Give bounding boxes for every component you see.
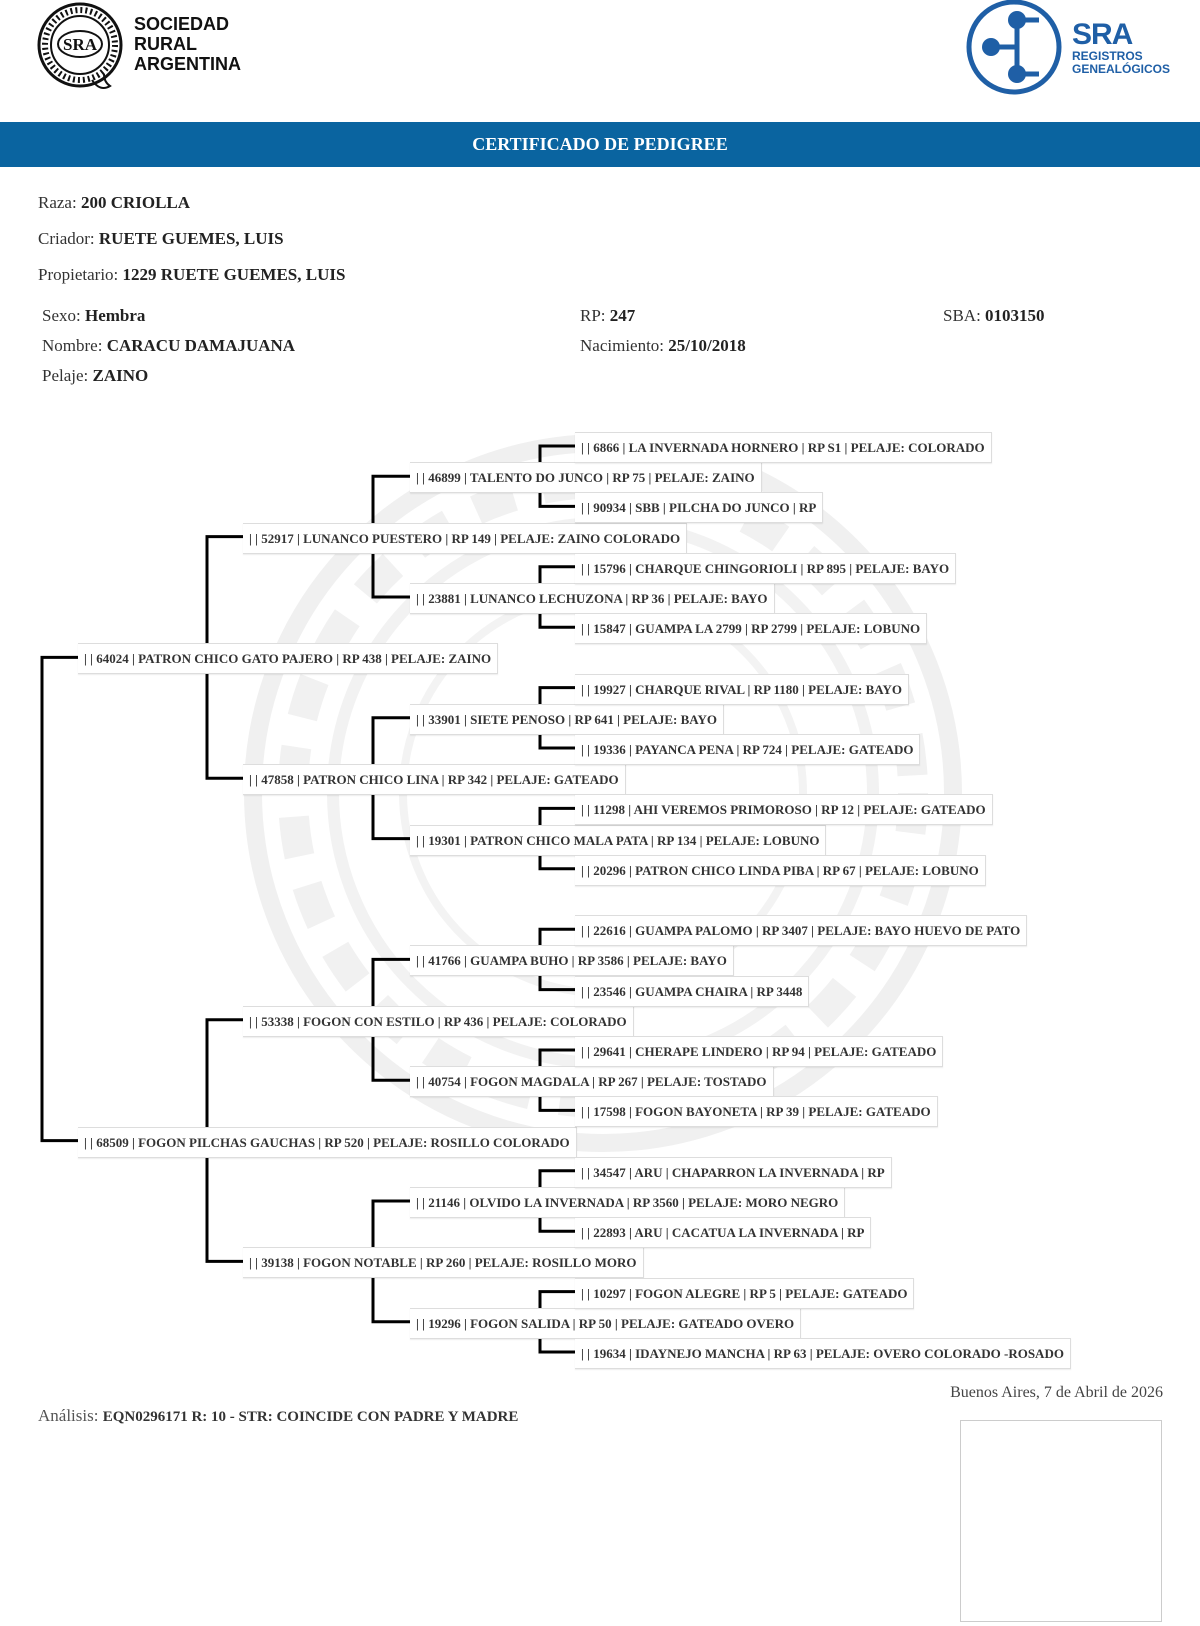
nombre-field [42, 336, 295, 356]
raza-label: Raza: [38, 193, 77, 212]
sba-value: 0103150 [985, 306, 1045, 325]
raza-field [38, 193, 190, 213]
analysis-field [38, 1406, 518, 1426]
tree-connector [207, 1141, 243, 1262]
pedigree-entry: | | 33901 | SIETE PENOSO | RP 641 | PELAJE: BAYO [410, 704, 724, 735]
sba-field [943, 306, 1045, 326]
signature-box [960, 1420, 1162, 1622]
rp-value: 247 [609, 306, 636, 325]
org-line-2: RURAL [134, 34, 197, 54]
pedigree-entry: | | 41766 | GUAMPA BUHO | RP 3586 | PELAJE: BAYO [410, 945, 734, 976]
nacimiento-label: Nacimiento: [580, 336, 665, 355]
propietario-label: Propietario: [38, 265, 119, 284]
pedigree-entry: | | 22893 | ARU | CACATUA LA INVERNADA | RP [575, 1217, 871, 1248]
certificate-title: CERTIFICADO DE PEDIGREE [0, 122, 1200, 167]
registry-logo [965, 0, 1175, 100]
criador-value: RUETE GUEMES, LUIS [98, 229, 284, 248]
nombre-label: Nombre: [42, 336, 103, 355]
nombre-value: CARACU DAMAJUANA [106, 336, 296, 355]
place-date: Buenos Aires, 7 de Abril de 2026 [950, 1384, 1163, 1401]
pedigree-entry: | | 47858 | PATRON CHICO LINA | RP 342 | PELAJE: GATEADO [243, 764, 626, 795]
pedigree-entry: | | 19301 | PATRON CHICO MALA PATA | RP 134 | PELAJE: LOBUNO [410, 825, 826, 856]
tree-connector [207, 1020, 243, 1141]
analysis-value: EQN0296171 R: 10 - STR: COINCIDE CON PADRE Y MADRE [102, 1409, 519, 1425]
registry-sub-line-1: REGISTROS [1072, 49, 1143, 63]
sba-label: SBA: [943, 306, 981, 325]
sexo-label: Sexo: [42, 306, 81, 325]
pedigree-entry: | | 19296 | FOGON SALIDA | RP 50 | PELAJE: GATEADO OVERO [410, 1308, 801, 1339]
registry-brand: SRA [1072, 18, 1133, 51]
raza-value: 200 CRIOLLA [80, 193, 191, 212]
org-line-3: ARGENTINA [134, 54, 241, 74]
pelaje-value: ZAINO [92, 366, 149, 385]
org-line-1: SOCIEDAD [134, 14, 230, 34]
sexo-field [42, 306, 145, 326]
registry-subtitle [1072, 50, 1170, 76]
sra-seal-icon [36, 0, 128, 96]
pedigree-tree [0, 430, 1200, 1390]
registry-network-icon [965, 0, 1065, 96]
pelaje-label: Pelaje: [42, 366, 89, 385]
pedigree-entry: | | 23546 | GUAMPA CHAIRA | RP 3448 [575, 976, 809, 1007]
propietario-field [38, 265, 345, 285]
registry-sub-line-2: GENEALÓGICOS [1072, 62, 1171, 76]
tree-connector [42, 899, 78, 1141]
pedigree-entry: | | 20296 | PATRON CHICO LINDA PIBA | RP 67 | PELAJE: LOBUNO [575, 855, 986, 886]
pedigree-entry: | | 53338 | FOGON CON ESTILO | RP 436 | PELAJE: COLORADO [243, 1006, 634, 1037]
pedigree-entry: | | 46899 | TALENTO DO JUNCO | RP 75 | PELAJE: ZAINO [410, 462, 762, 493]
pedigree-entry: | | 21146 | OLVIDO LA INVERNADA | RP 3560 | PELAJE: MORO NEGRO [410, 1187, 845, 1218]
tree-connector [42, 657, 78, 899]
pedigree-entry: | | 52917 | LUNANCO PUESTERO | RP 149 | PELAJE: ZAINO COLORADO [243, 523, 687, 554]
rp-field [580, 306, 635, 326]
pedigree-entry: | | 64024 | PATRON CHICO GATO PAJERO | RP 438 | PELAJE: ZAINO [78, 643, 498, 674]
pedigree-entry: | | 15847 | GUAMPA LA 2799 | RP 2799 | PELAJE: LOBUNO [575, 613, 927, 644]
pedigree-entry: | | 19927 | CHARQUE RIVAL | RP 1180 | PELAJE: BAYO [575, 674, 909, 705]
pedigree-entry: | | 90934 | SBB | PILCHA DO JUNCO | RP [575, 492, 823, 523]
pedigree-entry: | | 10297 | FOGON ALEGRE | RP 5 | PELAJE: GATEADO [575, 1278, 914, 1309]
org-name [134, 14, 241, 74]
pedigree-entry: | | 19336 | PAYANCA PENA | RP 724 | PELAJE: GATEADO [575, 734, 920, 765]
nacimiento-value: 25/10/2018 [668, 336, 746, 355]
criador-field [38, 229, 284, 249]
pedigree-entry: | | 22616 | GUAMPA PALOMO | RP 3407 | PELAJE: BAYO HUEVO DE PATO [575, 915, 1027, 946]
pelaje-field [42, 366, 148, 386]
rp-label: RP: [580, 306, 606, 325]
analysis-label: Análisis: [38, 1406, 99, 1425]
pedigree-entry: | | 23881 | LUNANCO LECHUZONA | RP 36 | PELAJE: BAYO [410, 583, 775, 614]
pedigree-entry: | | 17598 | FOGON BAYONETA | RP 39 | PELAJE: GATEADO [575, 1096, 938, 1127]
pedigree-entry: | | 68509 | FOGON PILCHAS GAUCHAS | RP 520 | PELAJE: ROSILLO COLORADO [78, 1127, 577, 1158]
pedigree-entry: | | 39138 | FOGON NOTABLE | RP 260 | PELAJE: ROSILLO MORO [243, 1247, 644, 1278]
header [0, 0, 1200, 122]
sra-logo [36, 0, 296, 100]
pedigree-entry: | | 11298 | AHI VEREMOS PRIMOROSO | RP 12 | PELAJE: GATEADO [575, 794, 993, 825]
seal-text: SRA [62, 35, 98, 54]
tree-connector [207, 537, 243, 658]
propietario-value: 1229 RUETE GUEMES, LUIS [122, 265, 346, 284]
pedigree-entry: | | 40754 | FOGON MAGDALA | RP 267 | PELAJE: TOSTADO [410, 1066, 774, 1097]
pedigree-entry: | | 19634 | IDAYNEJO MANCHA | RP 63 | PELAJE: OVERO COLORADO -ROSADO [575, 1338, 1071, 1369]
pedigree-entry: | | 15796 | CHARQUE CHINGORIOLI | RP 895 | PELAJE: BAYO [575, 553, 956, 584]
pedigree-entry: | | 34547 | ARU | CHAPARRON LA INVERNADA | RP [575, 1157, 892, 1188]
pedigree-entry: | | 6866 | LA INVERNADA HORNERO | RP S1 | PELAJE: COLORADO [575, 432, 992, 463]
nacimiento-field [580, 336, 746, 356]
pedigree-entry: | | 29641 | CHERAPE LINDERO | RP 94 | PELAJE: GATEADO [575, 1036, 943, 1067]
tree-connector [207, 657, 243, 778]
criador-label: Criador: [38, 229, 95, 248]
sexo-value: Hembra [84, 306, 146, 325]
